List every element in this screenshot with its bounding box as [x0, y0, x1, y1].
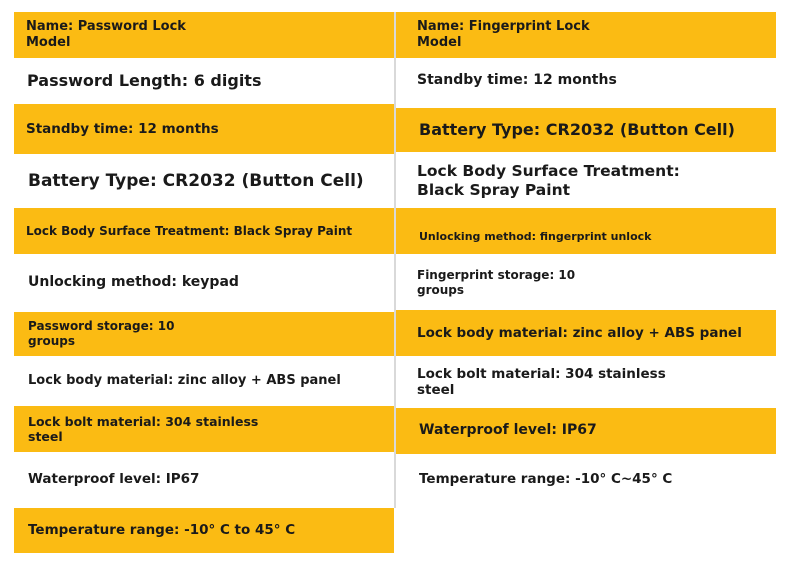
- left-cell-name: [14, 12, 394, 58]
- left-standby-text: Standby time: 12 months: [26, 120, 219, 137]
- left-cell-bolt-material: [14, 406, 394, 452]
- left-password-storage-text: Password storage: 10 groups: [28, 319, 175, 348]
- left-surface-text: Lock Body Surface Treatment: Black Spray Paint: [26, 223, 353, 238]
- left-cell-password-length: [14, 60, 394, 102]
- left-cell-battery: [14, 156, 394, 206]
- right-cell-standby: [396, 60, 776, 102]
- right-cell-surface: [396, 156, 776, 206]
- left-cell-temperature: [14, 508, 394, 553]
- right-bolt-material-text: Lock bolt material: 304 stainless steel: [417, 365, 666, 398]
- right-body-material-text: Lock body material: zinc alloy + ABS panel: [417, 324, 742, 341]
- left-cell-surface: [14, 208, 394, 254]
- right-surface-text: Lock Body Surface Treatment: Black Spray Paint: [417, 162, 680, 199]
- left-cell-body-material: [14, 358, 394, 404]
- left-cell-unlocking: [14, 256, 394, 310]
- right-name-text: Name: Fingerprint Lock Model: [417, 19, 590, 50]
- right-cell-bolt-material: [396, 358, 776, 406]
- left-bolt-material-text: Lock bolt material: 304 stainless steel: [28, 413, 259, 444]
- right-cell-fingerprint-storage: [396, 256, 776, 310]
- left-password-length-text: Password Length: 6 digits: [27, 71, 262, 91]
- left-cell-password-storage: [14, 312, 394, 356]
- left-body-material-text: Lock body material: zinc alloy + ABS panel: [28, 373, 341, 389]
- left-waterproof-text: Waterproof level: IP67: [28, 470, 200, 487]
- right-unlocking-text: Unlocking method: fingerprint unlock: [419, 230, 652, 244]
- left-unlocking-text: Unlocking method: keypad: [28, 274, 239, 291]
- right-cell-waterproof: [396, 408, 776, 454]
- right-standby-text: Standby time: 12 months: [417, 72, 617, 89]
- right-cell-battery: [396, 108, 776, 152]
- left-temperature-text: Temperature range: -10° C to 45° C: [28, 522, 296, 539]
- left-cell-waterproof: [14, 454, 394, 504]
- right-temperature-text: Temperature range: -10° C~45° C: [419, 470, 673, 487]
- right-cell-body-material: [396, 310, 776, 356]
- left-cell-standby: [14, 104, 394, 154]
- right-battery-text: Battery Type: CR2032 (Button Cell): [419, 120, 735, 140]
- left-battery-text: Battery Type: CR2032 (Button Cell): [28, 170, 364, 191]
- right-fingerprint-storage-text: Fingerprint storage: 10 groups: [417, 268, 576, 297]
- right-cell-name: [396, 12, 776, 58]
- left-name-text: Name: Password Lock Model: [26, 19, 186, 50]
- right-cell-temperature: [396, 456, 776, 502]
- right-cell-unlocking: [396, 208, 776, 254]
- right-waterproof-text: Waterproof level: IP67: [419, 422, 597, 439]
